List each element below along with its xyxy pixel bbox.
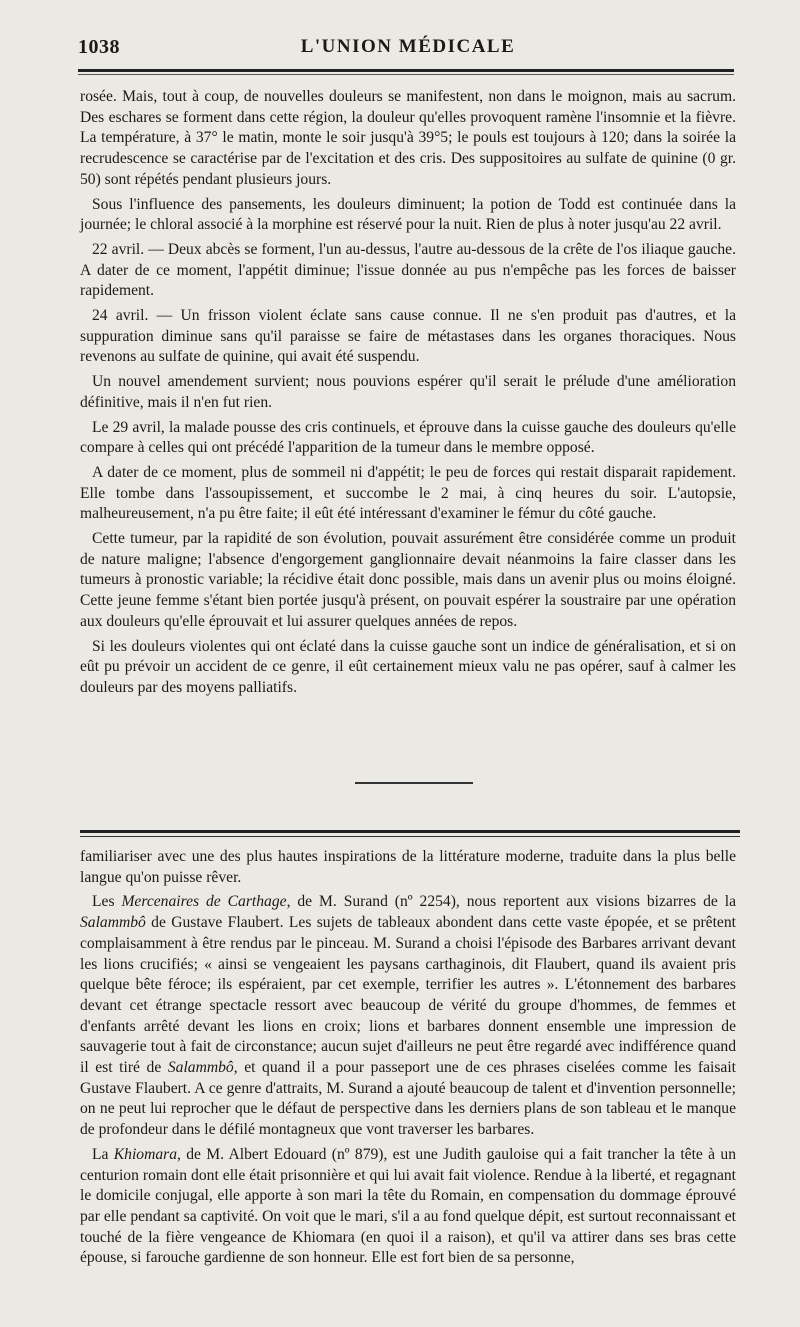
paragraph: rosée. Mais, tout à coup, de nouvelles douleurs se manifestent, non dans le moignon, mais au sacrum. Des eschares se forment dans cette région, la douleur qu'elles provoquent ramène l'insomnie et la fièvre. La température, à 37° le matin, monte le soir jusqu'à 39°5; le pouls est toujours à 120; dans la soirée la recrudescence se caractérise par de l'excitation et des cris. Des suppositoires au sulfate de quinine (0 gr. 50) sont répétés pendant plusieurs jours. [80,88,736,188]
feuilleton-body [80,847,736,1273]
journal-title: L'UNION MÉDICALE [300,36,516,57]
feuilleton-separator [80,830,740,833]
header-rule-thin [78,74,734,75]
page-header [78,36,738,66]
paragraph: 24 avril. — Un frisson violent éclate sans cause connue. Il ne s'en produit pas d'autres, et la suppuration diminue sans qu'il paraisse se faire de métastases dans les organes thoraciques. Nous revenons au sulfate de quinine, qui avait été suspendu. [80,307,736,366]
paragraph: A dater de ce moment, plus de sommeil ni d'appétit; le peu de forces qui restait disparait rapidement. Elle tombe dans l'assoupissement, et succombe le 2 mai, à cinq heures du soir. L'autopsie, malheureusement, n'a pu être faite; il eût été intéressant d'examiner le fémur du côté gauche. [80,463,736,523]
end-of-article-rule [355,782,473,784]
paragraph: Un nouvel amendement survient; nous pouvions espérer qu'il serait le prélude d'une amélioration définitive, mais il n'en fut rien. [80,373,736,411]
text-run: , et quand il a pour passeport une de ces phrases ciselées comme les faisait Gustave Flaubert. A ce genre d'attraits, M. Surand a ajouté beaucoup de talent et d'invention personnelle; on ne peut lui reprocher que le défaut de perspective dans les derniers plans de son tableau et le manque de profondeur dans le défilé montagneux que vont traverser les barbares. [80,1059,737,1139]
header-rule [78,69,734,72]
paragraph [80,1145,736,1269]
paragraph: 22 avril. — Deux abcès se forment, l'un au-dessus, l'autre au-dessous de la crête de l'os iliaque gauche. A dater de ce moment, l'appétit diminue; l'issue donnée au pus n'empêche pas les forces de baisser rapidement. [80,240,736,300]
paragraph: familiariser avec une des plus hautes inspirations de la littérature moderne, traduite dans la plus belle langue qu'on puisse rêver. [80,848,736,886]
text-run: de Gustave Flaubert. Les sujets de tableaux abondent dans cette vaste épopée, et se prêtent complaisamment à être rendus par le pinceau. M. Surand a choisi l'épisode des Barbares arrivant devant les lions crucifiés; « ainsi se vengeaient les paysans carthaginois, dit Flaubert, quand ils avaient pris quelque bête féroce; ils espéraient, par cet exemple, terrifier les autres ». L'étonnement des barbares devant cet étrange spectacle ressort avec beaucoup de vérité du groupe d'hommes, de femmes et d'enfants arrêté devant les lions en croix; lions et barbares donnent ensemble une impression de sauvagerie tout à fait de circonstance; aucun sujet d'ailleurs ne peut être regardé avec indifférence quand il est tiré de [80,914,736,1077]
text-run: , de M. Albert Edouard (nº 879), est une Judith gauloise qui a fait trancher la tête à un centurion romain dont elle était prisonnière et qui lui avait fait violence. Rendue à la liberté, et regagnant le domicile conjugal, elle apporte à son mari la tête du Romain, en compensation du dommage éprouvé par elle pendant sa captivité. On voit que le mari, s'il a au fond quelque dépit, est surtout reconnaissant et touché de la fière vengeance de Khiomara (en quoi il a raison), et qu'il va attirer dans ses bras cette épouse, si farouche gardienne de son honneur. Elle est fort bien de sa personne, [80,1145,736,1267]
paragraph: Si les douleurs violentes qui ont éclaté dans la cuisse gauche sont un indice de généralisation, et si on eût pu prévoir un accident de ce genre, il eût certainement mieux valu ne pas opérer, sauf à calmer les douleurs par des moyens palliatifs. [80,637,736,696]
paragraph: Cette tumeur, par la rapidité de son évolution, pouvait assurément être considérée comme un produit de nature maligne; l'absence d'engorgement ganglionnaire devait néanmoins la faire classer dans les tumeurs à pronostic variable; la récidive était donc possible, mais dans un avenir plus ou moins éloigné. Cette jeune femme s'étant bien portée jusqu'à présent, on pouvait espérer la soustraire par une opération aux douleurs qu'elle éprouvait et lui assurer quelques années de repos. [80,530,736,630]
text-run: , de M. Surand (nº 2254), nous reportent aux visions bizarres de la [286,893,736,911]
book-title: Salammbô [80,914,146,932]
article-body [80,87,736,703]
artwork-title: Khiomara [113,1145,178,1163]
book-title: Salammbô [167,1059,234,1077]
paragraph [80,892,736,1140]
text-run: La [92,1145,114,1163]
text-run: Les [92,893,122,911]
paragraph: Le 29 avril, la malade pousse des cris continuels, et éprouve dans la cuisse gauche des douleurs qu'elle compare à celles qui ont précédé l'apparition de la tumeur dans le membre opposé. [80,418,736,457]
paragraph: Sous l'influence des pansements, les douleurs diminuent; la potion de Todd est continuée dans la journée; le chloral associé à la morphine est réservé pour la nuit. Rien de plus à noter jusqu'au 22 avril. [80,195,736,234]
artwork-title: Mercenaires de Carthage [121,893,287,911]
feuilleton-separator-thin [80,836,740,837]
page-number: 1038 [78,36,120,58]
